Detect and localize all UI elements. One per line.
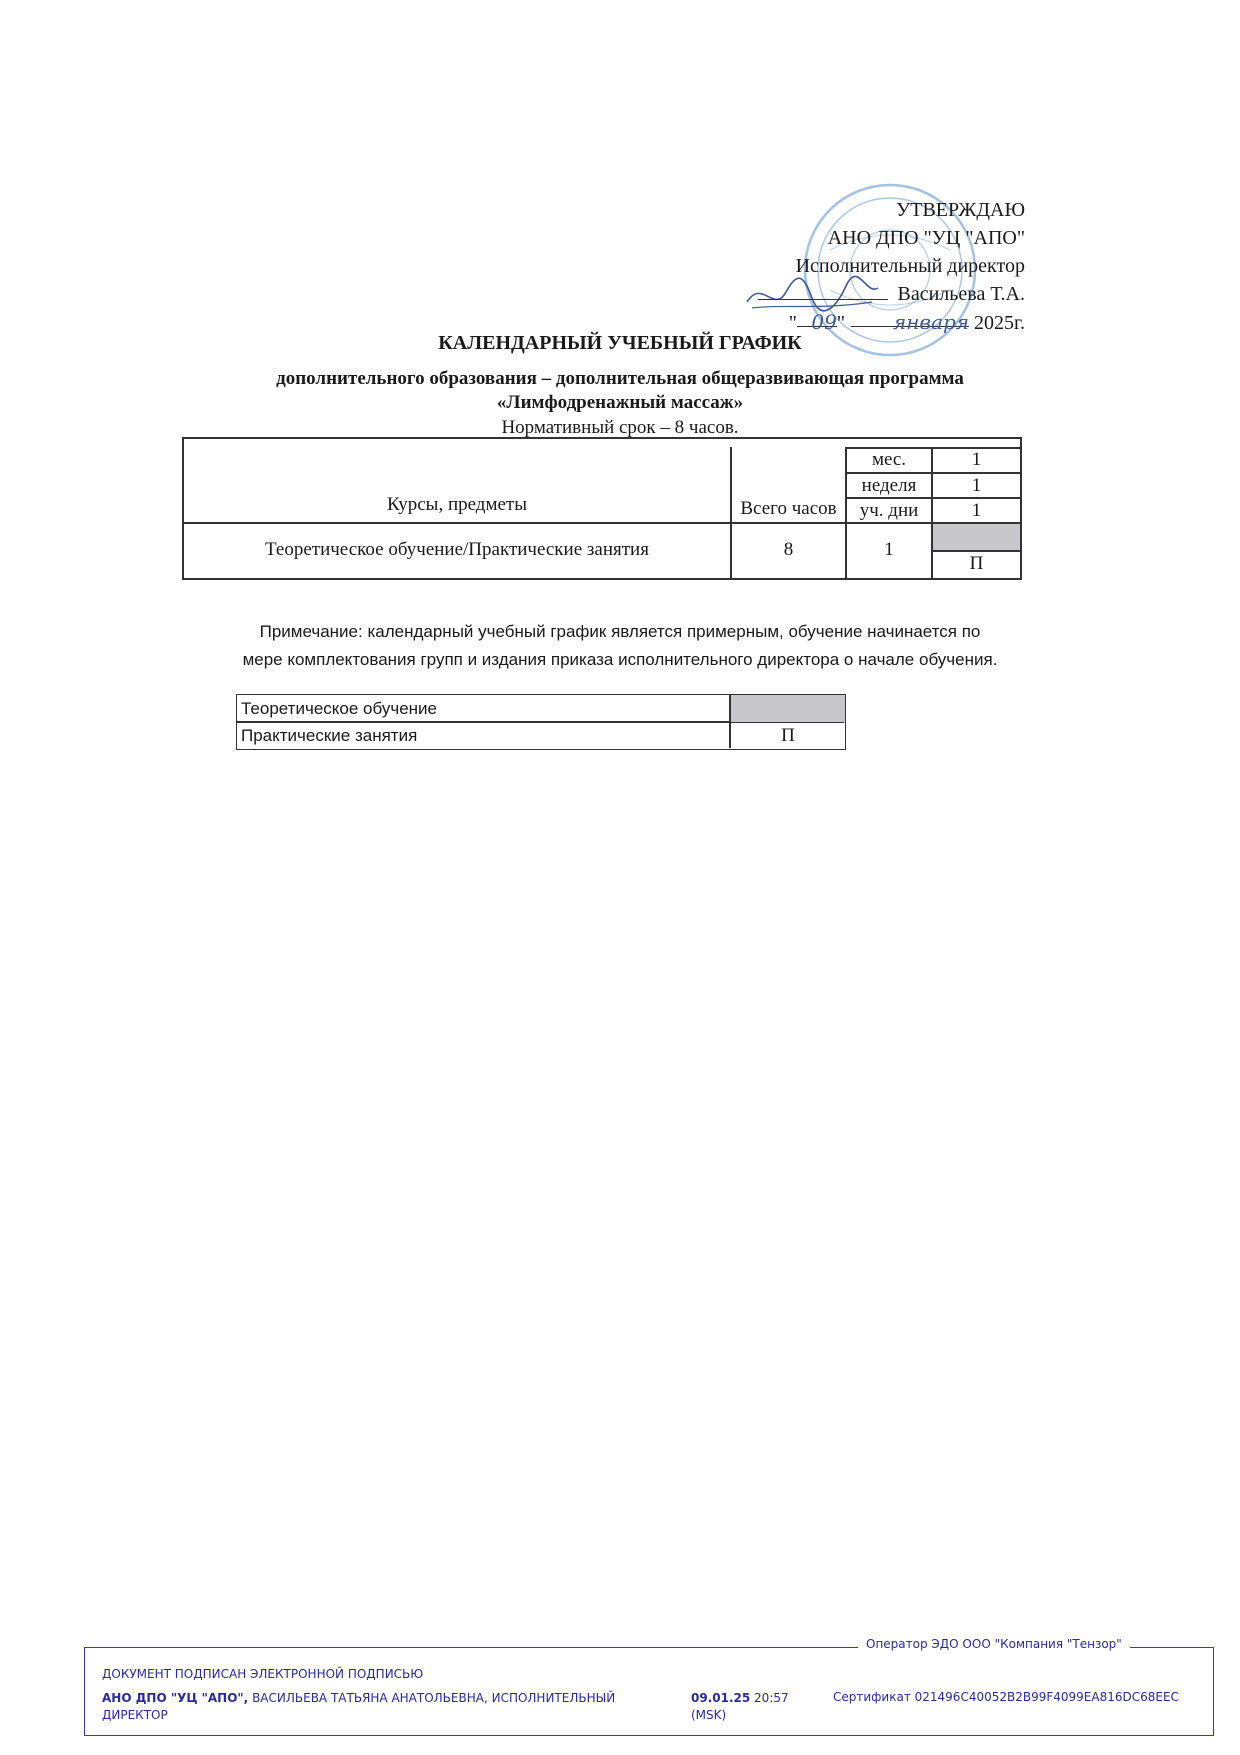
signature-line [758, 281, 888, 300]
header-courses: Курсы, предметы [387, 494, 527, 515]
approval-date-row: " 09" января 2025г. [788, 310, 1025, 334]
legend-practice-label: Практические занятия [241, 726, 418, 745]
theory-shaded-cell [933, 524, 1020, 550]
duration: Нормативный срок – 8 часов. [501, 417, 739, 438]
program-name: «Лимфодренажный массаж» [496, 392, 744, 413]
note [150, 618, 1090, 674]
e-signature-block [84, 1647, 1214, 1736]
row-total-hours: 8 [783, 539, 794, 560]
document-title: КАЛЕНДАРНЫЙ УЧЕБНЫЙ ГРАФИК [438, 332, 802, 354]
approval-position: Исполнительный директор [795, 255, 1025, 277]
date-day: 09 [811, 310, 837, 334]
approval-signature-row [700, 280, 1025, 308]
legend-row-practice [237, 722, 845, 749]
practice-mark-cell: П [969, 553, 984, 574]
legend-table [236, 694, 846, 750]
note-line-1: Примечание: календарный учебный график является примерным, обучение начинается по [259, 622, 981, 641]
legend-row-theory [237, 695, 845, 722]
certificate-number: Сертификат 021496C40052B2B99F4099EA816DC68EEC [833, 1690, 1179, 1704]
value-week: 1 [971, 474, 982, 496]
value-month: 1 [971, 449, 982, 470]
legend-practice-mark: П [781, 724, 795, 746]
value-days: 1 [971, 499, 982, 521]
approval-name: Васильева Т.А. [897, 283, 1025, 305]
signature-timezone: (MSK) [691, 1708, 727, 1722]
note-line-2: мере комплектования групп и издания приказа исполнительного директора о начале обучения. [242, 650, 998, 669]
e-signature-signer [102, 1690, 682, 1724]
row-course-name: Теоретическое обучение/Практические занятия [265, 539, 649, 560]
signer-name: ВАСИЛЬЕВА ТАТЬЯНА АНАТОЛЬЕВНА, ИСПОЛНИТЕЛЬНЫЙ ДИРЕКТОР [102, 1691, 616, 1722]
label-days: уч. дни [859, 499, 919, 521]
signature-time: 20:57 [754, 1691, 789, 1705]
edo-operator: Оператор ЭДО ООО "Компания "Тензор" [858, 1637, 1130, 1651]
header-total-hours: Всего часов [740, 498, 837, 519]
document-subtitle: дополнительного образования – дополнительная общеразвивающая программа [276, 368, 964, 389]
approval-heading: УТВЕРЖДАЮ [896, 199, 1025, 221]
signer-organization: АНО ДПО "УЦ "АПО", [102, 1691, 249, 1705]
schedule-table [182, 437, 1022, 580]
e-signature-datetime [691, 1690, 811, 1724]
date-day-line [797, 308, 837, 334]
legend-theory-swatch [731, 695, 845, 722]
e-signature-header: ДОКУМЕНТ ПОДПИСАН ЭЛЕКТРОННОЙ ПОДПИСЬЮ [102, 1667, 424, 1681]
date-month: января [893, 310, 970, 334]
label-month: мес. [871, 449, 907, 470]
date-year: 2025г. [974, 312, 1025, 334]
row-day-count: 1 [884, 539, 894, 560]
approval-block [700, 196, 1025, 337]
approval-organization: АНО ДПО "УЦ "АПО" [827, 227, 1025, 249]
legend-theory-label: Теоретическое обучение [241, 699, 438, 718]
label-week: неделя [861, 474, 917, 496]
signature-date: 09.01.25 [691, 1691, 751, 1705]
